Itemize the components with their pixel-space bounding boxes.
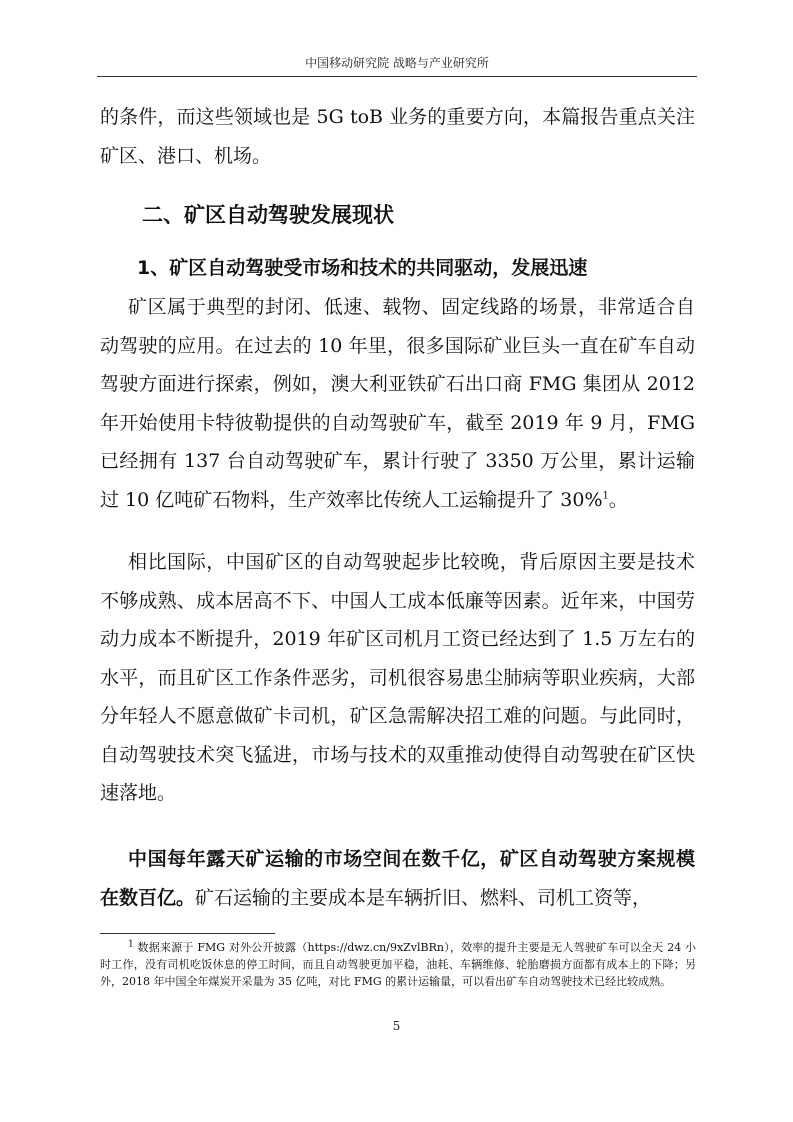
paragraph-3-rest: 矿石运输的主要成本是车辆折旧、燃料、司机工资等， xyxy=(195,886,652,909)
paragraph-1-end: 。 xyxy=(608,488,628,511)
subsection-heading: 1、矿区自动驾驶受市场和技术的共同驱动，发展迅速 xyxy=(137,257,588,279)
footnote-text: 数据来源于 FMG 对外公开披露（https://dwz.cn/9xZvlBRn），效率的提升主要是无人驾驶矿车可以全天 24 小时工作，没有司机吃饭休息的停工时间，而且自动驾驶更加平稳，油耗、车辆维修、轮胎磨损方面都有成本上的下降；另外，2018 年中国全年煤炭开采量为 35 亿吨，对比 FMG 的累计运输量，可以看出矿车自动驾驶技术已经比较成熟。 xyxy=(100,941,696,988)
paragraph-mining-intro xyxy=(100,288,695,519)
intro-paragraph: 的条件，而这些领域也是 5G toB 业务的重要方向，本篇报告重点关注矿区、港口、机场。 xyxy=(100,106,695,167)
paragraph-1-text: 矿区属于典型的封闭、低速、载物、固定线路的场景，非常适合自动驾驶的应用。在过去的 10 年里，很多国际矿业巨头一直在矿车自动驾驶方面进行探索，例如，澳大利亚铁矿石出口商 FMG 集团从 2012 年开始使用卡特彼勒提供的自动驾驶矿车，截至 2019 年 9 月，FMG 已经拥有 137 台自动驾驶矿车，累计行驶了 3350 万公里，累计运输过 10 亿吨矿石物料，生产效率比传统人工运输提升了 30% xyxy=(100,296,695,511)
footnote-divider xyxy=(100,933,275,934)
paragraph-market-size xyxy=(100,840,695,917)
page-header: 中国移动研究院 战略与产业研究所 xyxy=(305,56,489,70)
footnote xyxy=(100,939,696,990)
footnote-reference[interactable]: 1 xyxy=(602,490,609,502)
page-number: 5 xyxy=(392,1019,401,1033)
paragraph-3-bold: 中国每年露天矿运输的市场空间在数千亿，矿区自动驾驶方案规模在数百亿。 xyxy=(100,848,695,909)
paragraph-china-comparison: 相比国际，中国矿区的自动驾驶起步比较晚，背后原因主要是技术不够成熟、成本居高不下、中国人工成本低廉等因素。近年来，中国劳动力成本不断提升，2019 年矿区司机月工资已经达到了 1.5 万左右的水平，而且矿区工作条件恶劣，司机很容易患尘肺病等职业疾病，大部分年轻人不愿意做矿卡司机，矿区急需解决招工难的问题。与此同时，自动驾驶技术突飞猛进，市场与技术的双重推动使得自动驾驶在矿区快速落地。 xyxy=(100,551,695,804)
footnote-number: 1 xyxy=(128,939,134,950)
section-heading: 二、矿区自动驾驶发展现状 xyxy=(142,203,394,227)
header-divider xyxy=(97,76,697,77)
